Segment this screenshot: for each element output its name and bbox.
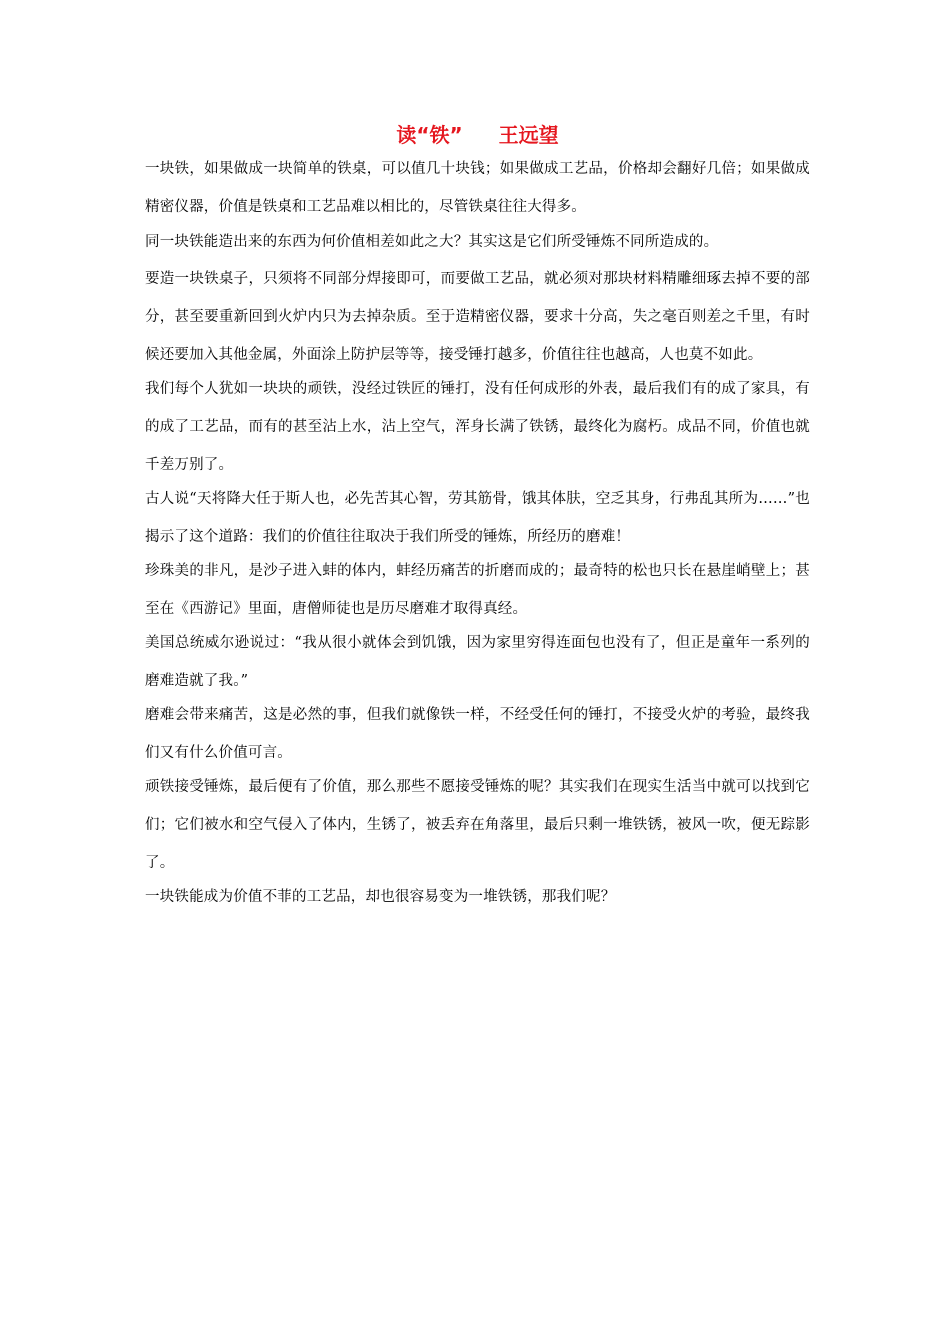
paragraph-6: 珍珠美的非凡，是沙子进入蚌的体内，蚌经历痛苦的折磨而成的；最奇特的松也只长在悬崖峭壁上；甚至在《西游记》里面，唐僧师徒也是历尽磨难才取得真经。 [145,563,810,617]
paragraph-7: 美国总统威尔逊说过：“我从很小就体会到饥饿，因为家里穷得连面包也没有了，但正是童年一系列的磨难造就了我。” [145,635,810,689]
paragraph-3: 要造一块铁桌子，只须将不同部分焊接即可，而要做工艺品，就必须对那块材料精雕细琢去掉不要的部分，甚至要重新回到火炉内只为去掉杂质。至于造精密仪器，要求十分高，失之毫百则差之千里，有时候还要加入其他金属，外面涂上防护层等等，接受锤打越多，价值往往也越高，人也莫不如此。 [145,271,810,363]
document-title: 读“铁” [396,123,463,147]
paragraph-5: 古人说“天将降大任于斯人也，必先苦其心智，劳其筋骨，饿其体肤，空乏其身，行弗乱其所为……”也揭示了这个道路：我们的价值往往取决于我们所受的锤炼，所经历的磨难！ [145,491,810,545]
paragraph-10: 一块铁能成为价值不菲的工艺品，却也很容易变为一堆铁锈，那我们呢？ [145,889,616,905]
paragraph-2: 同一块铁能造出来的东西为何价值相差如此之大？其实这是它们所受锤炼不同所造成的。 [145,234,719,250]
paragraph-9: 顽铁接受锤炼，最后便有了价值，那么那些不愿接受锤炼的呢？其实我们在现实生活当中就可以找到它们；它们被水和空气侵入了体内，生锈了，被丢弃在角落里，最后只剩一堆铁锈，被风一吹，便无踪影了。 [145,779,810,871]
document-author: 王远望 [498,123,559,147]
document-title-line [145,121,810,149]
paragraph-8: 磨难会带来痛苦，这是必然的事，但我们就像铁一样，不经受任何的锤打，不接受火炉的考验，最终我们又有什么价值可言。 [145,707,810,761]
paragraph-4: 我们每个人犹如一块块的顽铁，没经过铁匠的锤打，没有任何成形的外表，最后我们有的成了家具，有的成了工艺品，而有的甚至沾上水，沾上空气，浑身长满了铁锈，最终化为腐朽。成品不同，价值也就千差万别了。 [145,381,810,473]
document-body [145,150,810,916]
paragraph-1: 一块铁，如果做成一块简单的铁桌，可以值几十块钱；如果做成工艺品，价格却会翻好几倍；如果做成精密仪器，价值是铁桌和工艺品难以相比的，尽管铁桌往往大得多。 [145,161,810,215]
